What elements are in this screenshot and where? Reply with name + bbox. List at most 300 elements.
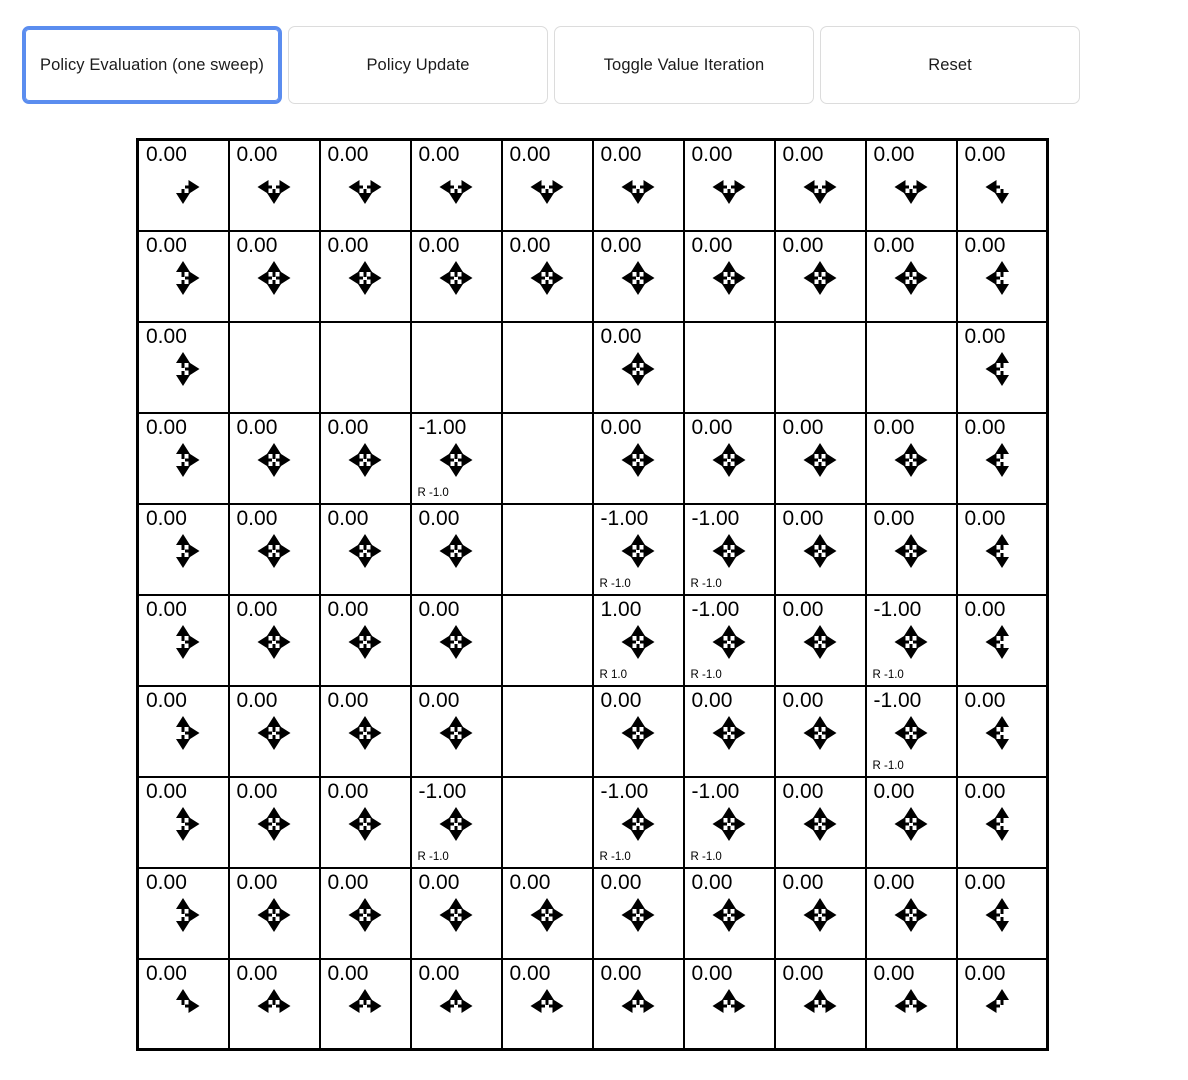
- grid-cell[interactable]: [775, 231, 866, 322]
- policy-arrow-right-icon: [917, 453, 928, 467]
- grid-cell[interactable]: [320, 413, 411, 504]
- grid-cell-wall[interactable]: [502, 595, 593, 686]
- grid-cell[interactable]: [684, 413, 775, 504]
- policy-arrow-right-stem: [276, 549, 288, 552]
- grid-cell[interactable]: [411, 595, 502, 686]
- grid-cell-wall[interactable]: [502, 686, 593, 777]
- policy-arrow-down-icon: [267, 648, 281, 659]
- grid-cell-wall[interactable]: [411, 322, 502, 413]
- policy-arrow-left-stem: [806, 276, 818, 279]
- policy-arrow-left-icon: [804, 817, 815, 831]
- grid-cell[interactable]: [593, 140, 684, 231]
- cell-value: 0.00: [509, 143, 551, 166]
- cell-value: 0.00: [418, 233, 460, 257]
- policy-arrow-left-icon: [440, 180, 451, 194]
- policy-arrow-down-stem: [819, 189, 822, 201]
- policy-arrow-left-stem: [624, 1004, 636, 1007]
- grid-cell[interactable]: [775, 504, 866, 595]
- policy-arrow-up-icon: [358, 807, 372, 818]
- grid-cell[interactable]: [229, 595, 320, 686]
- policy-arrow-right-stem: [185, 276, 197, 279]
- grid-cell[interactable]: [411, 959, 502, 1050]
- policy-arrow-down-stem: [273, 826, 276, 838]
- policy-arrow-down-icon: [449, 466, 463, 477]
- grid-cell[interactable]: [775, 777, 866, 868]
- toolbar-button-label: Toggle Value Iteration: [603, 55, 765, 74]
- grid-cell[interactable]: [593, 777, 684, 868]
- policy-arrow-right-icon: [462, 271, 473, 285]
- policy-arrow-down-stem: [728, 826, 731, 838]
- policy-arrow-down-icon: [358, 284, 372, 295]
- policy-arrow-right-icon: [371, 726, 382, 740]
- policy-arrow-right-stem: [913, 822, 925, 825]
- grid-cell[interactable]: [229, 504, 320, 595]
- grid-cell[interactable]: [229, 231, 320, 322]
- cell-value: 0.00: [146, 597, 187, 621]
- policy-arrow-right-stem: [822, 549, 834, 552]
- grid-cell-wall[interactable]: [866, 322, 957, 413]
- policy-arrow-down-icon: [904, 648, 918, 659]
- policy-arrow-down-stem: [819, 917, 822, 929]
- policy-arrow-up-icon: [995, 534, 1009, 545]
- grid-row: [138, 777, 1048, 868]
- cell-value: 0.00: [782, 233, 824, 257]
- grid-cell[interactable]: [684, 140, 775, 231]
- policy-arrow-left-icon: [440, 726, 451, 740]
- grid-cell[interactable]: [320, 686, 411, 777]
- policy-arrow-up-stem: [819, 720, 822, 732]
- policy-arrow-left-stem: [806, 731, 818, 734]
- grid-cell[interactable]: [320, 504, 411, 595]
- policy-arrow-up-stem: [910, 538, 913, 550]
- policy-arrow-left-stem: [988, 1004, 1000, 1007]
- grid-cell[interactable]: [866, 686, 957, 777]
- policy-arrow-down-icon: [358, 830, 372, 841]
- grid-cell[interactable]: [775, 413, 866, 504]
- grid-cell[interactable]: [502, 959, 593, 1050]
- grid-cell[interactable]: [229, 686, 320, 777]
- cell-value: 0.00: [146, 961, 187, 985]
- grid-cell[interactable]: [593, 504, 684, 595]
- grid-cell[interactable]: [138, 686, 229, 777]
- policy-arrow-right-icon: [280, 999, 291, 1013]
- policy-arrow-left-icon: [531, 999, 542, 1013]
- policy-arrow-down-stem: [910, 280, 913, 292]
- policy-arrow-left-stem: [260, 186, 272, 189]
- grid-cell[interactable]: [593, 868, 684, 959]
- policy-arrow-left-icon: [985, 999, 996, 1013]
- policy-arrow-up-stem: [728, 993, 731, 1005]
- policy-arrow-down-stem: [1000, 371, 1003, 383]
- policy-arrow-right-icon: [462, 726, 473, 740]
- policy-arrow-up-stem: [546, 265, 549, 277]
- policy-arrow-left-stem: [442, 549, 454, 552]
- policy-arrow-left-icon: [713, 635, 724, 649]
- policy-arrow-down-stem: [182, 826, 185, 838]
- policy-arrow-up-stem: [182, 538, 185, 550]
- policy-arrow-up-stem: [1000, 811, 1003, 823]
- policy-arrow-left-icon: [622, 271, 633, 285]
- policy-arrow-up-icon: [631, 716, 645, 727]
- cell-value: 1.00: [600, 597, 642, 621]
- policy-arrow-right-stem: [276, 186, 288, 189]
- policy-arrow-right-icon: [644, 271, 655, 285]
- grid-cell[interactable]: [138, 413, 229, 504]
- policy-arrow-up-icon: [722, 443, 736, 454]
- grid-cell[interactable]: [411, 140, 502, 231]
- grid-cell-wall[interactable]: [502, 413, 593, 504]
- policy-arrow-right-icon: [189, 544, 200, 558]
- policy-arrow-left-icon: [531, 908, 542, 922]
- grid-cell[interactable]: [411, 504, 502, 595]
- policy-arrow-left-icon: [440, 908, 451, 922]
- toolbar-button-0[interactable]: [22, 26, 282, 104]
- cell-value: 0.00: [146, 324, 187, 348]
- policy-arrow-right-icon: [644, 908, 655, 922]
- policy-arrow-up-icon: [267, 716, 281, 727]
- gridworld: [136, 138, 1049, 1051]
- grid-cell[interactable]: [866, 413, 957, 504]
- policy-arrow-left-icon: [440, 453, 451, 467]
- policy-arrow-up-icon: [813, 534, 827, 545]
- policy-arrow-left-stem: [442, 913, 454, 916]
- grid-cell[interactable]: [229, 959, 320, 1050]
- cell-value: 0.00: [146, 233, 187, 257]
- grid-cell[interactable]: [138, 504, 229, 595]
- policy-arrow-right-icon: [371, 635, 382, 649]
- grid-cell[interactable]: [866, 231, 957, 322]
- policy-arrow-down-icon: [267, 921, 281, 932]
- policy-arrow-up-stem: [728, 629, 731, 641]
- grid-cell[interactable]: [593, 322, 684, 413]
- policy-arrow-right-stem: [185, 367, 197, 370]
- policy-arrow-down-stem: [1000, 735, 1003, 747]
- policy-arrow-right-stem: [640, 367, 652, 370]
- policy-arrow-right-stem: [458, 731, 470, 734]
- policy-arrow-left-stem: [351, 1004, 363, 1007]
- policy-arrow-up-stem: [728, 265, 731, 277]
- policy-arrow-left-icon: [440, 817, 451, 831]
- grid-cell[interactable]: [138, 322, 229, 413]
- policy-arrow-down-icon: [176, 466, 190, 477]
- cell-reward-label: R -1.0: [690, 669, 722, 681]
- policy-arrow-up-stem: [455, 629, 458, 641]
- cell-value: 0.00: [236, 779, 278, 803]
- policy-arrow-left-stem: [260, 1004, 272, 1007]
- policy-arrow-left-stem: [988, 276, 1000, 279]
- policy-arrow-down-icon: [722, 921, 736, 932]
- grid-cell[interactable]: [502, 231, 593, 322]
- policy-arrow-left-stem: [624, 549, 636, 552]
- policy-arrow-up-icon: [176, 989, 190, 1000]
- grid-cell[interactable]: [138, 777, 229, 868]
- policy-arrow-up-stem: [637, 538, 640, 550]
- cell-value: 0.00: [964, 961, 1006, 985]
- policy-arrow-left-stem: [442, 640, 454, 643]
- policy-arrow-down-icon: [813, 466, 827, 477]
- grid-cell[interactable]: [775, 140, 866, 231]
- grid-cell[interactable]: [593, 595, 684, 686]
- grid-cell[interactable]: [411, 231, 502, 322]
- grid-cell[interactable]: [775, 595, 866, 686]
- grid-cell[interactable]: [593, 686, 684, 777]
- grid-cell[interactable]: [320, 868, 411, 959]
- policy-arrow-right-icon: [917, 635, 928, 649]
- grid-cell[interactable]: [684, 686, 775, 777]
- grid-cell[interactable]: [320, 595, 411, 686]
- grid-cell[interactable]: [138, 140, 229, 231]
- policy-arrow-right-stem: [913, 186, 925, 189]
- policy-arrow-left-stem: [624, 276, 636, 279]
- grid-cell[interactable]: [684, 231, 775, 322]
- grid-cell[interactable]: [684, 595, 775, 686]
- grid-cell[interactable]: [229, 868, 320, 959]
- policy-arrow-up-icon: [995, 898, 1009, 909]
- policy-arrow-up-icon: [813, 989, 827, 1000]
- grid-cell[interactable]: [866, 777, 957, 868]
- grid-cell[interactable]: [957, 959, 1048, 1050]
- policy-arrow-right-stem: [913, 549, 925, 552]
- grid-cell-wall[interactable]: [320, 322, 411, 413]
- policy-arrow-left-icon: [804, 271, 815, 285]
- cell-value: 0.00: [782, 688, 824, 712]
- grid-cell[interactable]: [411, 413, 502, 504]
- grid-cell[interactable]: [866, 140, 957, 231]
- policy-arrow-up-icon: [813, 898, 827, 909]
- policy-arrow-up-icon: [449, 625, 463, 636]
- grid-cell[interactable]: [775, 959, 866, 1050]
- cell-value: 0.00: [782, 779, 824, 803]
- policy-arrow-up-icon: [267, 443, 281, 454]
- cell-value: 0.00: [327, 506, 369, 530]
- grid-cell[interactable]: [229, 777, 320, 868]
- policy-arrow-right-stem: [185, 822, 197, 825]
- policy-arrow-down-stem: [455, 553, 458, 565]
- policy-arrow-up-stem: [910, 993, 913, 1005]
- policy-arrow-down-icon: [267, 739, 281, 750]
- toolbar-button-1[interactable]: [288, 26, 548, 104]
- grid-cell[interactable]: [411, 686, 502, 777]
- policy-arrow-left-icon: [622, 544, 633, 558]
- toolbar-button-label: Reset: [928, 55, 972, 74]
- policy-arrow-left-icon: [985, 544, 996, 558]
- grid-cell[interactable]: [138, 595, 229, 686]
- policy-arrow-left-stem: [897, 458, 909, 461]
- grid-cell[interactable]: [684, 504, 775, 595]
- grid-cell[interactable]: [957, 504, 1048, 595]
- policy-arrow-down-icon: [449, 284, 463, 295]
- policy-arrow-down-icon: [904, 830, 918, 841]
- policy-arrow-down-stem: [182, 189, 185, 201]
- grid-cell[interactable]: [684, 777, 775, 868]
- policy-arrow-down-icon: [995, 921, 1009, 932]
- grid-cell[interactable]: [957, 140, 1048, 231]
- policy-arrow-right-icon: [553, 908, 564, 922]
- grid-cell[interactable]: [866, 504, 957, 595]
- grid-cell[interactable]: [684, 868, 775, 959]
- policy-arrow-down-stem: [910, 553, 913, 565]
- policy-arrow-left-stem: [351, 549, 363, 552]
- policy-arrow-up-stem: [182, 811, 185, 823]
- grid-cell[interactable]: [229, 140, 320, 231]
- policy-arrow-right-icon: [917, 817, 928, 831]
- toolbar-button-2[interactable]: [554, 26, 814, 104]
- toolbar-button-3[interactable]: [820, 26, 1080, 104]
- policy-arrow-down-icon: [722, 466, 736, 477]
- policy-arrow-left-stem: [806, 549, 818, 552]
- policy-arrow-right-icon: [280, 635, 291, 649]
- policy-arrow-left-stem: [533, 1004, 545, 1007]
- grid-cell[interactable]: [775, 868, 866, 959]
- policy-arrow-down-stem: [182, 371, 185, 383]
- grid-cell[interactable]: [593, 413, 684, 504]
- policy-arrow-up-icon: [813, 443, 827, 454]
- policy-arrow-right-stem: [549, 186, 561, 189]
- policy-arrow-up-stem: [364, 538, 367, 550]
- policy-arrow-left-stem: [715, 276, 727, 279]
- policy-arrow-down-icon: [358, 739, 372, 750]
- policy-arrow-down-icon: [176, 557, 190, 568]
- grid-cell[interactable]: [411, 777, 502, 868]
- cell-value: 0.00: [236, 415, 278, 439]
- policy-arrow-left-stem: [624, 822, 636, 825]
- policy-arrow-left-stem: [351, 640, 363, 643]
- policy-arrow-up-stem: [546, 902, 549, 914]
- policy-arrow-up-stem: [182, 356, 185, 368]
- grid-cell-wall[interactable]: [502, 322, 593, 413]
- policy-arrow-left-stem: [260, 913, 272, 916]
- policy-arrow-down-icon: [176, 193, 190, 204]
- grid-cell[interactable]: [957, 868, 1048, 959]
- policy-arrow-up-icon: [995, 443, 1009, 454]
- policy-arrow-left-icon: [713, 453, 724, 467]
- policy-arrow-left-stem: [260, 731, 272, 734]
- policy-arrow-up-stem: [1000, 902, 1003, 914]
- grid-cell[interactable]: [593, 959, 684, 1050]
- grid-cell[interactable]: [957, 231, 1048, 322]
- grid-cell[interactable]: [502, 140, 593, 231]
- policy-arrow-down-stem: [364, 826, 367, 838]
- grid-cell-wall[interactable]: [502, 777, 593, 868]
- grid-cell-wall[interactable]: [229, 322, 320, 413]
- grid-cell[interactable]: [320, 140, 411, 231]
- policy-arrow-down-stem: [364, 189, 367, 201]
- cell-value: 0.00: [418, 143, 460, 166]
- grid-cell[interactable]: [866, 868, 957, 959]
- policy-arrow-right-stem: [731, 1004, 743, 1007]
- grid-cell-wall[interactable]: [775, 322, 866, 413]
- cell-value: 0.00: [964, 415, 1006, 439]
- grid-cell[interactable]: [229, 413, 320, 504]
- policy-arrow-right-stem: [822, 822, 834, 825]
- grid-cell[interactable]: [866, 595, 957, 686]
- policy-arrow-down-stem: [637, 553, 640, 565]
- policy-arrow-down-icon: [449, 557, 463, 568]
- grid-cell[interactable]: [138, 868, 229, 959]
- policy-arrow-down-icon: [358, 648, 372, 659]
- grid-cell[interactable]: [320, 231, 411, 322]
- policy-arrow-down-icon: [267, 830, 281, 841]
- cell-value: 0.00: [236, 870, 278, 894]
- policy-arrow-down-stem: [1000, 462, 1003, 474]
- policy-arrow-right-icon: [553, 271, 564, 285]
- policy-arrow-left-icon: [895, 453, 906, 467]
- policy-arrow-left-stem: [624, 731, 636, 734]
- policy-arrow-up-stem: [273, 447, 276, 459]
- grid-cell-wall[interactable]: [684, 322, 775, 413]
- policy-arrow-right-icon: [280, 180, 291, 194]
- policy-arrow-left-stem: [715, 822, 727, 825]
- policy-arrow-down-icon: [722, 193, 736, 204]
- policy-arrow-down-stem: [819, 553, 822, 565]
- policy-arrow-right-stem: [913, 640, 925, 643]
- grid-cell[interactable]: [775, 686, 866, 777]
- policy-arrow-down-stem: [819, 735, 822, 747]
- policy-arrow-left-stem: [260, 458, 272, 461]
- policy-arrow-right-icon: [826, 453, 837, 467]
- policy-arrow-up-icon: [904, 898, 918, 909]
- grid-cell[interactable]: [957, 686, 1048, 777]
- policy-arrow-right-icon: [644, 453, 655, 467]
- policy-arrow-right-icon: [826, 635, 837, 649]
- grid-cell[interactable]: [957, 777, 1048, 868]
- policy-arrow-down-icon: [449, 648, 463, 659]
- policy-arrow-right-stem: [549, 913, 561, 916]
- cell-value: 0.00: [600, 961, 642, 985]
- policy-arrow-right-stem: [640, 913, 652, 916]
- policy-arrow-up-stem: [455, 720, 458, 732]
- policy-arrow-down-icon: [176, 375, 190, 386]
- policy-arrow-left-stem: [533, 186, 545, 189]
- policy-arrow-down-icon: [449, 739, 463, 750]
- grid-cell[interactable]: [957, 322, 1048, 413]
- policy-arrow-down-stem: [728, 280, 731, 292]
- policy-arrow-left-icon: [349, 999, 360, 1013]
- policy-arrow-right-icon: [826, 271, 837, 285]
- policy-arrow-left-icon: [440, 999, 451, 1013]
- grid-cell[interactable]: [593, 231, 684, 322]
- policy-arrow-down-stem: [637, 371, 640, 383]
- policy-arrow-up-icon: [904, 261, 918, 272]
- grid-cell[interactable]: [684, 959, 775, 1050]
- grid-cell[interactable]: [320, 777, 411, 868]
- policy-arrow-up-icon: [176, 261, 190, 272]
- grid-cell[interactable]: [866, 959, 957, 1050]
- policy-arrow-right-icon: [644, 362, 655, 376]
- policy-arrow-right-icon: [735, 726, 746, 740]
- policy-arrow-right-stem: [913, 913, 925, 916]
- grid-cell[interactable]: [957, 413, 1048, 504]
- grid-cell[interactable]: [502, 868, 593, 959]
- policy-arrow-down-icon: [176, 648, 190, 659]
- policy-arrow-right-icon: [371, 908, 382, 922]
- policy-arrow-left-icon: [349, 180, 360, 194]
- policy-arrow-down-stem: [273, 553, 276, 565]
- policy-arrow-right-icon: [280, 544, 291, 558]
- cell-value: 0.00: [873, 415, 915, 439]
- policy-arrow-up-icon: [176, 443, 190, 454]
- grid-cell[interactable]: [138, 959, 229, 1050]
- policy-arrow-down-icon: [267, 284, 281, 295]
- grid-cell[interactable]: [957, 595, 1048, 686]
- grid-cell[interactable]: [411, 868, 502, 959]
- grid-cell-wall[interactable]: [502, 504, 593, 595]
- policy-arrow-up-stem: [910, 811, 913, 823]
- policy-arrow-left-icon: [622, 180, 633, 194]
- grid-cell[interactable]: [138, 231, 229, 322]
- policy-arrow-up-icon: [267, 898, 281, 909]
- grid-cell[interactable]: [320, 959, 411, 1050]
